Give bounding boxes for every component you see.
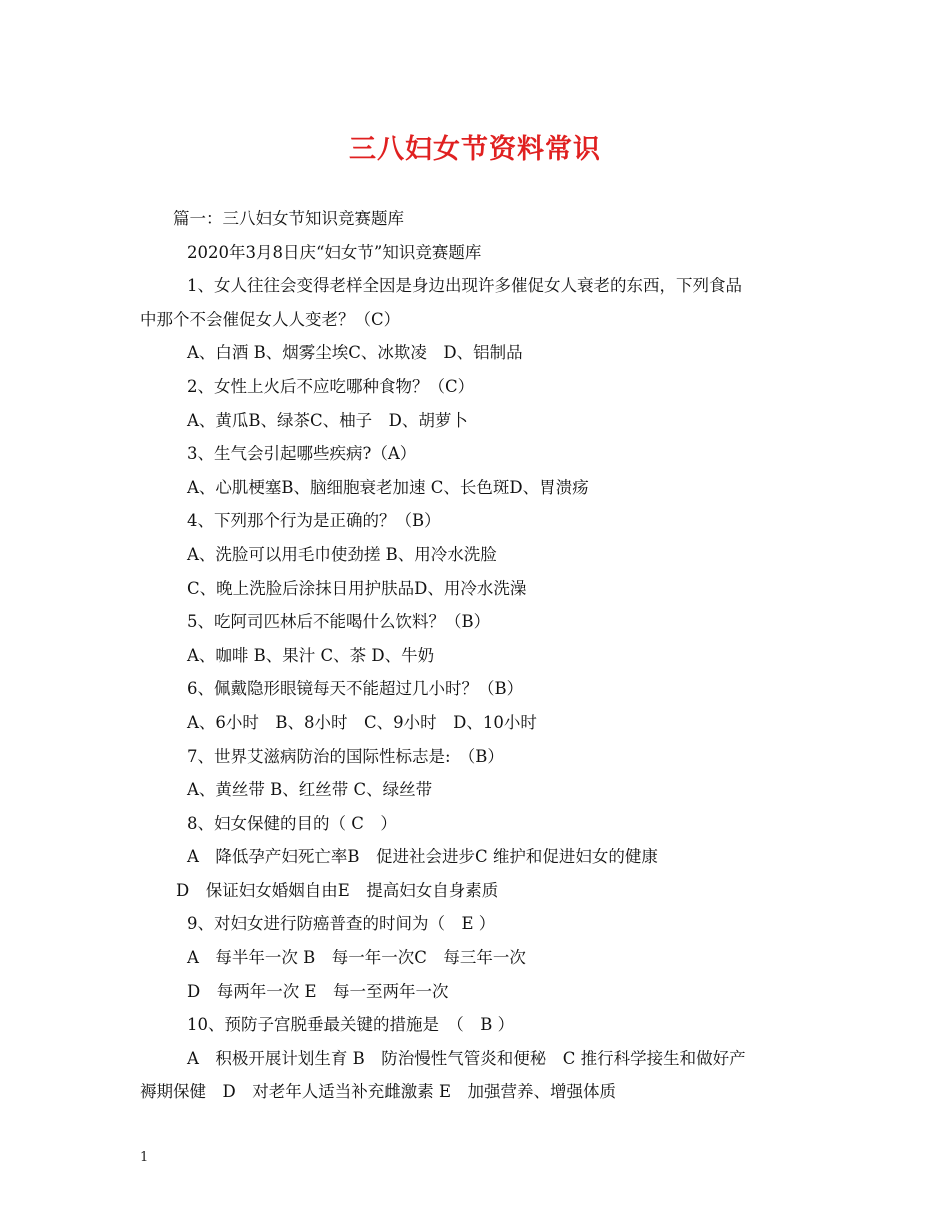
answer-4-line-2: C、晚上洗脸后涂抹日用护肤品D、用冷水洗澡 bbox=[187, 578, 527, 598]
answer-8-line-2: D 保证妇女婚姻自由E 提高妇女自身素质 bbox=[176, 880, 499, 900]
question-5: 5、吃阿司匹林后不能喝什么饮料？（B） bbox=[187, 612, 491, 632]
section-heading: 篇一：三八妇女节知识竞赛题库 bbox=[173, 209, 404, 228]
answer-10-line-2: 褥期保健 D 对老年人适当补充雌激素 E 加强营养、增强体质 bbox=[140, 1082, 617, 1102]
question-7: 7、世界艾滋病防治的国际性标志是: （B） bbox=[187, 746, 504, 766]
answer-9-line-2: D 每两年一次 E 每一至两年一次 bbox=[187, 981, 449, 1001]
question-2: 2、女性上火后不应吃哪种食物？（C） bbox=[187, 376, 475, 396]
question-10: 10、预防子宫脱垂最关键的措施是 （ B ） bbox=[187, 1015, 515, 1035]
document-title: 三八妇女节资料常识 bbox=[349, 134, 601, 165]
answer-6: A、6小时 B、8小时 C、9小时 D、10小时 bbox=[187, 712, 537, 732]
answer-4-line-1: A、洗脸可以用毛巾使劲搓 B、用冷水洗脸 bbox=[187, 544, 497, 564]
answer-2: A、黄瓜B、绿茶C、柚子 D、胡萝卜 bbox=[187, 410, 468, 430]
answer-8-line-1: A 降低孕产妇死亡率B 促进社会进步C 维护和促进妇女的健康 bbox=[187, 847, 658, 867]
answer-10-line-1: A 积极开展计划生育 B 防治慢性气管炎和便秘 C 推行科学接生和做好产 bbox=[187, 1048, 746, 1068]
question-4: 4、下列那个行为是正确的？（B） bbox=[187, 511, 441, 531]
answer-1: A、白酒 B、烟雾尘埃C、冰欺凌 D、铝制品 bbox=[187, 343, 523, 363]
document-body bbox=[140, 202, 820, 1109]
question-6: 6、佩戴隐形眼镜每天不能超过几小时？（B） bbox=[187, 679, 524, 699]
question-3: 3、生气会引起哪些疾病?（A） bbox=[187, 444, 417, 464]
question-1-line-2: 中那个不会催促女人人变老？（C） bbox=[140, 309, 401, 329]
question-1-line-1: 1、女人往往会变得老样全因是身边出现许多催促女人衰老的东西，下列食品 bbox=[187, 276, 742, 296]
answer-7: A、黄丝带 B、红丝带 C、绿丝带 bbox=[187, 780, 433, 800]
answer-3: A、心肌梗塞B、脑细胞衰老加速 C、长色斑D、胃溃疡 bbox=[187, 477, 589, 497]
answer-5: A、咖啡 B、果汁 C、茶 D、牛奶 bbox=[187, 645, 435, 665]
question-8: 8、妇女保健的目的（ C ） bbox=[187, 813, 397, 833]
question-9: 9、对妇女进行防癌普查的时间为（ E ） bbox=[187, 914, 496, 934]
answer-9-line-1: A 每半年一次 B 每一年一次C 每三年一次 bbox=[187, 948, 526, 968]
quiz-subtitle: 2020年3月8日庆“妇女节”知识竞赛题库 bbox=[187, 242, 482, 262]
page-number: 1 bbox=[140, 1150, 149, 1165]
